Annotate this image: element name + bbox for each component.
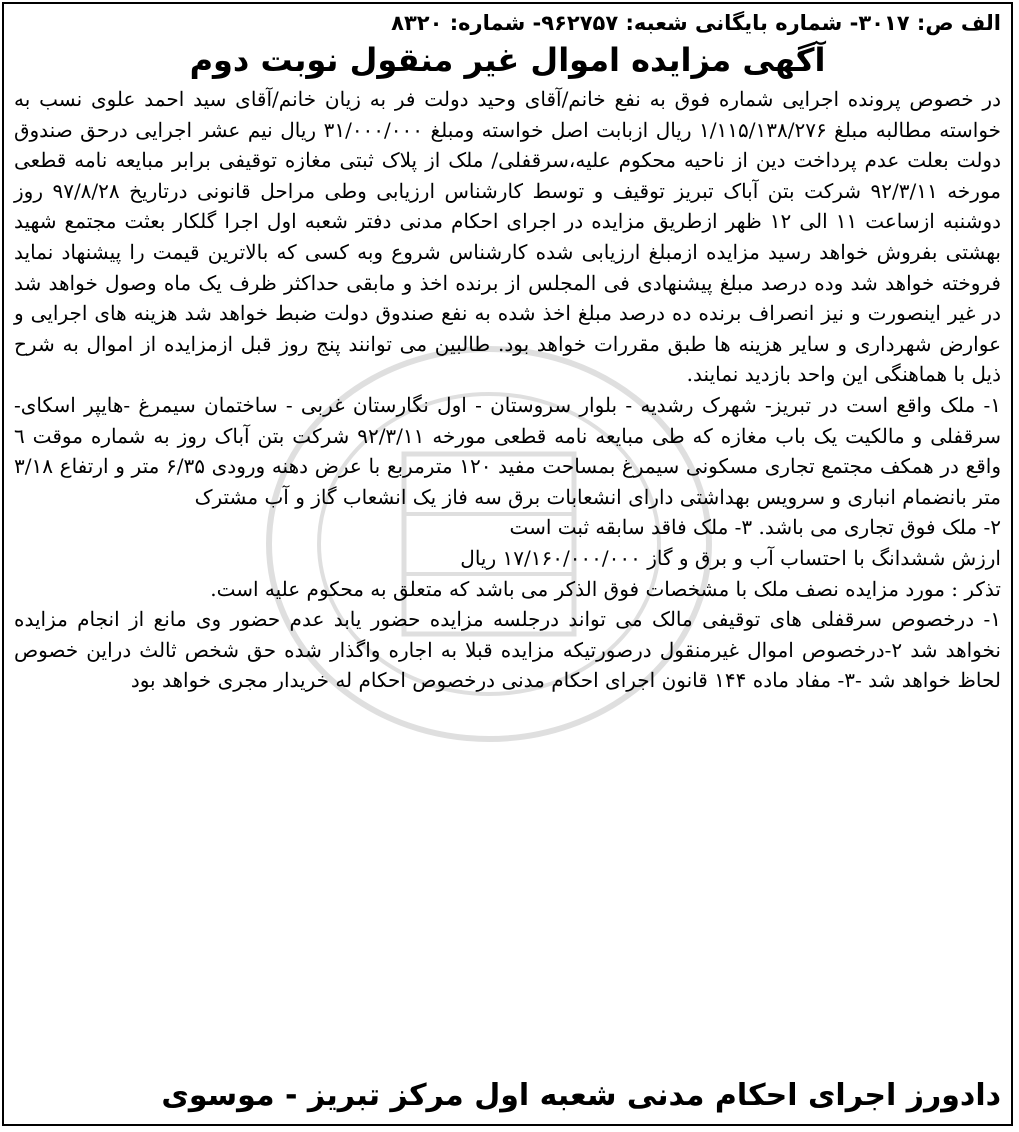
valuation-paragraph: ارزش ششدانگ با احتساب آب و برق و گاز ۱۷/۱۶۰/۰۰۰/۰۰۰ ریال xyxy=(460,545,1001,570)
item-1-paragraph: ۱- ملک واقع است در تبریز- شهرک رشدیه - بلوار سروستان - اول نگارستان غربی - ساختمان سیمرغ -هایپر اسکای- سرقفلی و مالکیت یک باب مغازه که طی مبایعه نامه قطعی مورخه ۹۲/۳/۱۱ شرکت بتن آباک روز به شماره موقت ٦ واقع در همکف مجتمع تجاری مسکونی سیمرغ بمساحت مفید ۱۲۰ مترمربع با عرض دهنه ورودی ۶/۳۵ متر و ارتفاع ۳/۱۸ متر بانضمام انباری و سرویس بهداشتی دارای انشعابات برق سه فاز یک انشعاب گاز و آب مشترک xyxy=(14,392,1001,509)
notice-body xyxy=(14,84,1001,696)
case-number-line: الف ص: ۳۰۱۷- شماره بایگانی شعبه: ۹۶۲۷۵۷- شماره: ۸۳۲۰ xyxy=(391,11,1001,35)
conditions-paragraph: ۱- درخصوص سرقفلی های توقیفی مالک می تواند درجلسه مزایده حضور یابد عدم حضور وی مانع از انجام مزایده نخواهد شد ۲-درخصوص اموال غیرمنقول درصورتیکه مزایده قبلا به اجاره واگذار شده حق شخص ثالث دراین خصوص لحاظ خواهد شد -۳- مفاد ماده ۱۴۴ قانون اجرای احکام مدنی درخصوص احکام له خریدار مجری خواهد بود xyxy=(14,607,1001,693)
note-paragraph: تذکر : مورد مزایده نصف ملک با مشخصات فوق الذکر می باشد که متعلق به محکوم علیه است. xyxy=(210,576,1001,601)
notice-content xyxy=(14,8,1001,696)
signature-line: دادورز اجرای احکام مدنی شعبه اول مرکز تبریز - موسوی xyxy=(161,1078,1001,1113)
item-2-paragraph: ۲- ملک فوق تجاری می باشد. ۳- ملک فاقد سابقه ثبت است xyxy=(509,515,1001,540)
notice-frame xyxy=(2,2,1013,1126)
notice-title: آگهی مزایده اموال غیر منقول نوبت دوم xyxy=(189,41,826,79)
intro-paragraph: در خصوص پرونده اجرایی شماره فوق به نفع خانم/آقای وحید دولت فر به زیان خانم/آقای سید احمد علوی نسب به خواسته مطالبه مبلغ ۱/۱۱۵/۱۳۸/۲۷۶ ریال ازبابت اصل خواسته ومبلغ ۳۱/۰۰۰/۰۰۰ ریال نیم عشر اجرایی درحق صندوق دولت بعلت عدم پرداخت دین از ناحیه محکوم علیه،سرقفلی/ ملک از پلاک ثبتی مغازه توقیفی برابر مبایعه نامه قطعی مورخه ۹۲/۳/۱۱ شرکت بتن آباک تبریز توقیف و توسط کارشناس ارزیابی وطی مراحل قانونی درتاریخ ۹۷/۸/۲۸ روز دوشنبه ازساعت ۱۱ الی ۱۲ ظهر ازطریق مزایده در اجرای احکام مدنی دفتر شعبه اول اجرا گلکار بعثت مجتمع شهید بهشتی بفروش خواهد رسید مزایده ازمبلغ ارزیابی شده کارشناس شروع وبه کسی که بالاترین قیمت را پیشنهاد نماید فروخته خواهد شد وده درصد مبلغ پیشنهادی فی المجلس از برنده اخذ و مابقی حداکثر ظرف یک ماه وصول خواهد شد در غیر اینصورت و نیز انصراف برنده ده درصد مبلغ اخذ شده به نفع صندوق دولت ضبط خواهد شد هزینه های اجرایی و عوارض شهرداری و سایر هزینه ها طبق مقررات خواهد بود. طالبین می توانند پنج روز قبل ازمزایده از اموال به شرح ذیل با هماهنگی این واحد بازدید نمایند. xyxy=(14,87,1002,387)
